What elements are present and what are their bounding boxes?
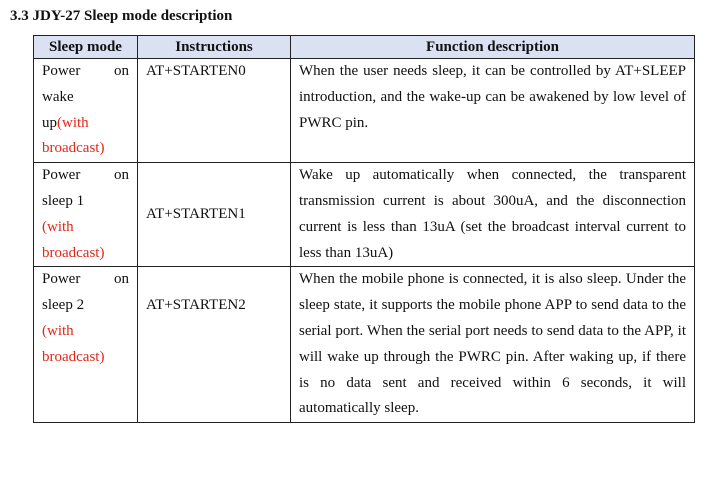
sleep-mode-table xyxy=(33,35,695,423)
mode-broadcast-note-cont: broadcast) xyxy=(42,140,105,157)
mode-word-on: on xyxy=(114,271,129,288)
table-row xyxy=(34,267,695,423)
sleep-mode-cell xyxy=(34,163,138,267)
instruction-cell: AT+STARTEN2 xyxy=(138,267,291,423)
function-description-cell: When the user needs sleep, it can be controlled by AT+SLEEP introduction, and the wake-up can be awakened by low level of PWRC pin. xyxy=(291,59,695,163)
header-function-description: Function description xyxy=(291,36,695,59)
sleep-mode-cell xyxy=(34,267,138,423)
function-description-cell: Wake up automatically when connected, the transparent transmission current is about 300uA, and the disconnection current is less than 13uA (set the broadcast interval current to less than 13uA) xyxy=(291,163,695,267)
sleep-mode-cell xyxy=(34,59,138,163)
mode-line-2: sleep 2 xyxy=(42,297,85,314)
mode-broadcast-note-cont: broadcast) xyxy=(42,348,105,365)
table-row xyxy=(34,163,695,267)
mode-line-3: up xyxy=(42,114,57,131)
instruction-cell: AT+STARTEN0 xyxy=(138,59,291,163)
mode-broadcast-note: (with xyxy=(57,114,89,131)
table-row xyxy=(34,59,695,163)
header-instructions: Instructions xyxy=(138,36,291,59)
mode-broadcast-note: (with xyxy=(42,322,74,339)
mode-broadcast-note-cont: broadcast) xyxy=(42,244,105,261)
function-description-cell: When the mobile phone is connected, it is also sleep. Under the sleep state, it supports the mobile phone APP to send data to the serial port. When the serial port needs to send data to the APP, it will wake up through the PWRC pin. After waking up, if there is no data sent and received within 6 seconds, it will automatically sleep. xyxy=(291,267,695,423)
mode-broadcast-note: (with xyxy=(42,218,74,235)
mode-line-2: wake xyxy=(42,88,74,105)
section-title: 3.3 JDY-27 Sleep mode description xyxy=(10,8,233,24)
mode-word-power: Power xyxy=(42,63,81,79)
mode-word-on: on xyxy=(114,167,129,184)
mode-word-power: Power xyxy=(42,271,81,288)
header-sleep-mode: Sleep mode xyxy=(34,36,138,59)
mode-line-2: sleep 1 xyxy=(42,192,85,209)
mode-word-power: Power xyxy=(42,167,81,184)
instruction-cell: AT+STARTEN1 xyxy=(138,163,291,267)
mode-word-on: on xyxy=(114,63,129,79)
table-header-row xyxy=(34,36,695,59)
